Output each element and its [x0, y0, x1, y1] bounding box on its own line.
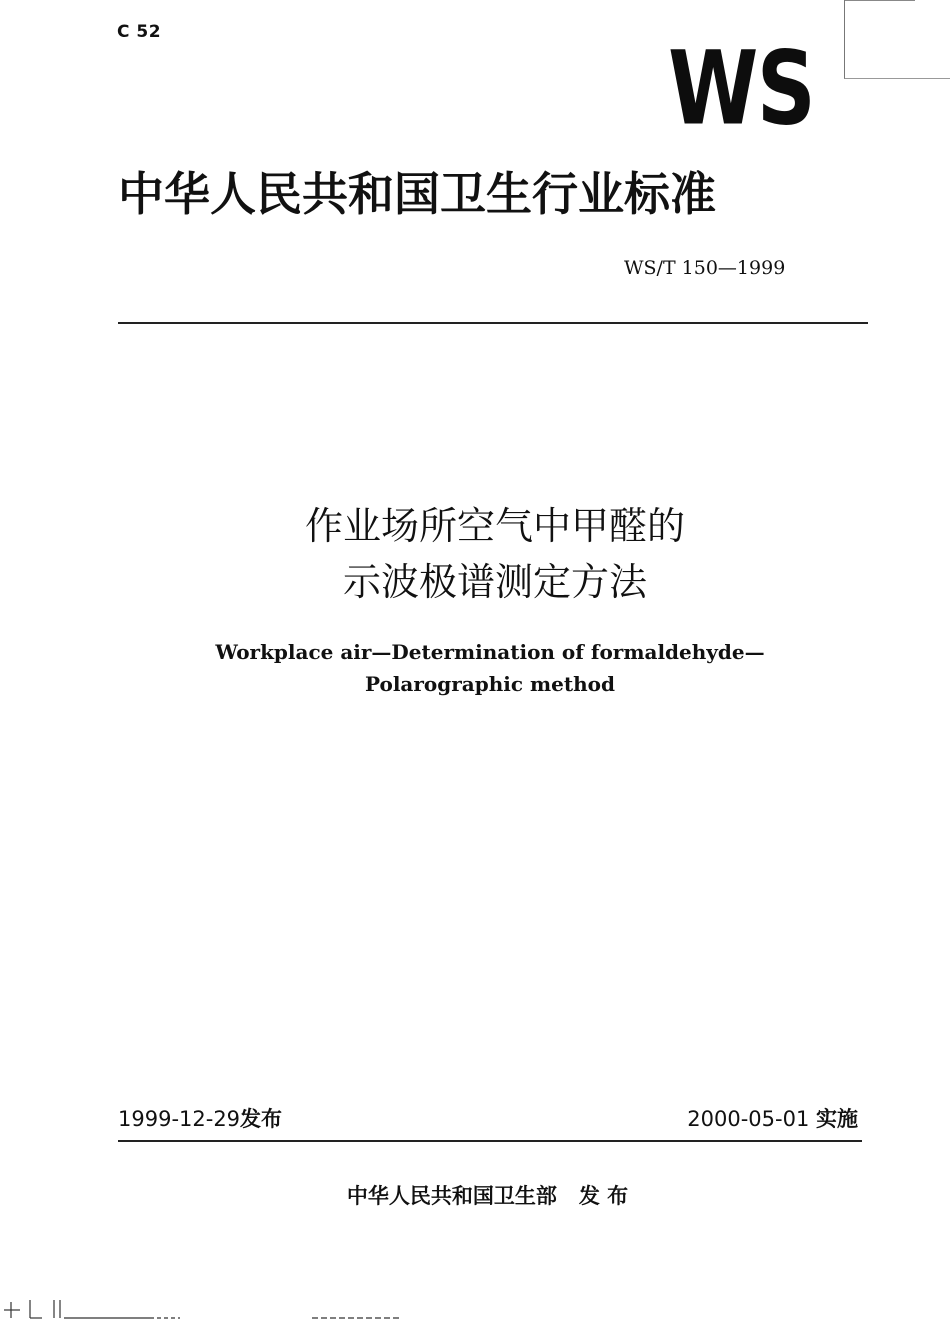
scan-edge-marks — [0, 1292, 950, 1320]
issue-date-block — [118, 1104, 282, 1134]
implement-date-block — [687, 1104, 858, 1134]
chinese-title-line1: 作业场所空气中甲醛的 — [304, 504, 685, 548]
english-title-line1: Workplace air—Determination of formaldehyde— — [215, 640, 765, 664]
bottom-divider — [118, 1140, 862, 1142]
implement-label: 实施 — [816, 1107, 858, 1131]
chinese-title — [0, 498, 950, 610]
publisher-line — [0, 1180, 950, 1212]
publisher-action: 发 布 — [578, 1184, 629, 1208]
issue-date: 1999-12-29 — [118, 1107, 241, 1131]
chinese-title-line2: 示波极谱测定方法 — [342, 560, 647, 604]
issue-label: 发布 — [240, 1107, 283, 1131]
ws-logo: WS — [668, 28, 815, 149]
english-title — [0, 636, 950, 700]
header-title: 中华人民共和国卫生行业标准 — [118, 167, 716, 221]
implement-date: 2000-05-01 — [687, 1107, 810, 1131]
standard-number: WS/T 150—1999 — [624, 257, 786, 279]
top-divider — [118, 322, 868, 324]
classification-code: C 52 — [117, 22, 162, 42]
corner-crop-mark — [844, 0, 950, 79]
english-title-line2: Polarographic method — [364, 672, 615, 696]
publisher-name: 中华人民共和国卫生部 — [346, 1184, 557, 1208]
